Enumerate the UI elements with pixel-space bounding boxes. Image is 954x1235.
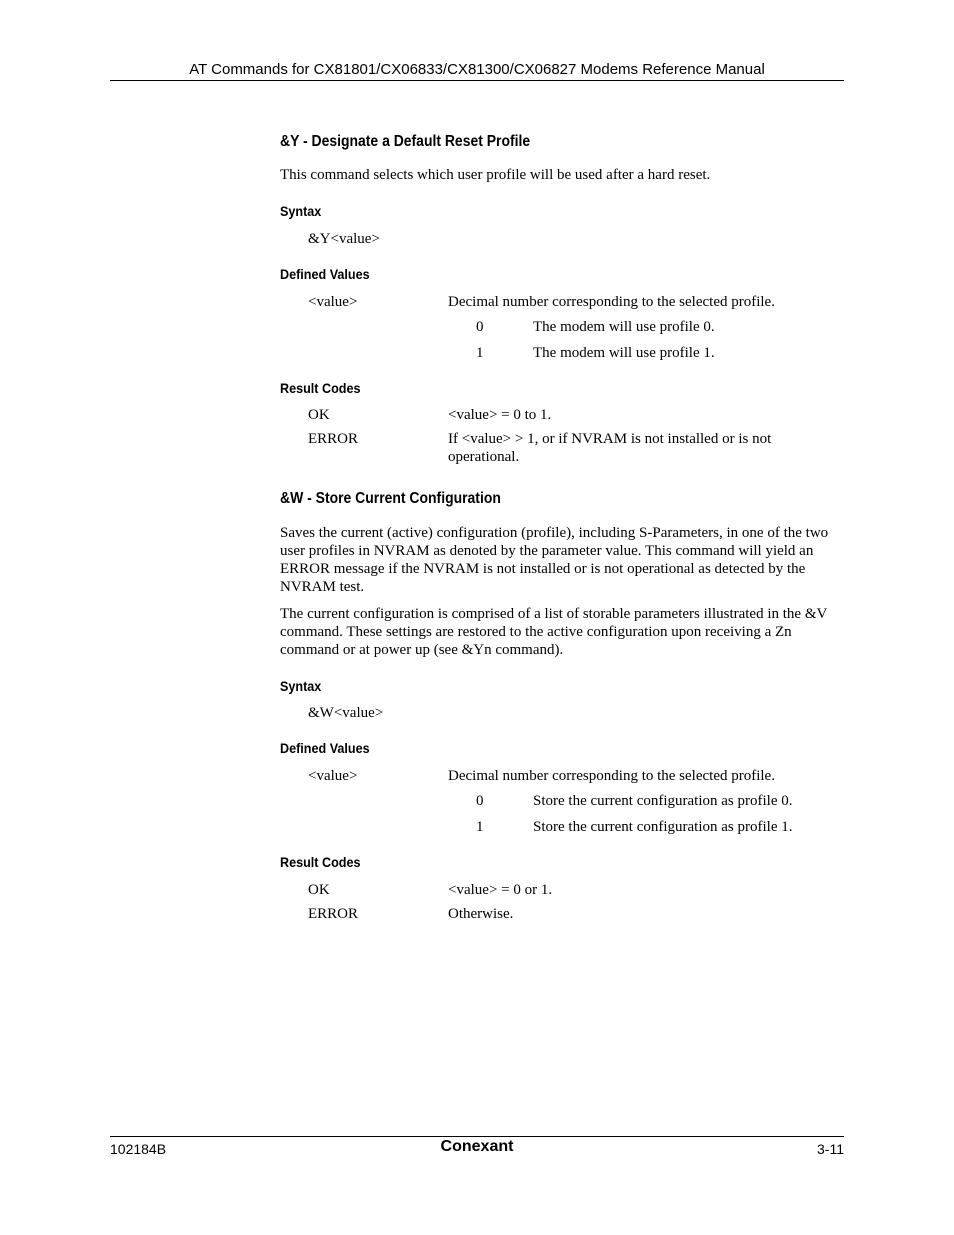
y-option-num: 0 — [476, 319, 484, 335]
y-result-desc: <value> = 0 to 1. — [448, 407, 552, 423]
y-syntax-heading: Syntax — [280, 203, 322, 219]
w-result-codes-heading: Result Codes — [280, 854, 361, 870]
w-syntax-heading: Syntax — [280, 678, 322, 694]
y-section-intro: This command selects which user profile will be used after a hard reset. — [280, 167, 711, 183]
footer-page-number: 3-11 — [817, 1141, 844, 1157]
y-defined-values-heading: Defined Values — [280, 266, 370, 282]
y-value-desc: Decimal number corresponding to the selected profile. — [448, 294, 775, 310]
w-result-desc: Otherwise. — [448, 906, 514, 922]
y-section-title: &Y - Designate a Default Reset Profile — [280, 133, 531, 150]
w-value-term: <value> — [308, 768, 358, 784]
w-syntax: &W<value> — [308, 705, 384, 721]
w-defined-values-heading: Defined Values — [280, 740, 370, 756]
w-result-desc: <value> = 0 or 1. — [448, 882, 553, 898]
footer-doc-number: 102184B — [110, 1141, 167, 1157]
w-section-title: &W - Store Current Configuration — [280, 490, 501, 507]
y-result-codes-heading: Result Codes — [280, 380, 361, 396]
y-option-desc: The modem will use profile 0. — [533, 319, 715, 335]
w-option-num: 1 — [476, 819, 484, 835]
w-result-code: ERROR — [308, 906, 359, 922]
y-result-code: OK — [308, 407, 330, 423]
y-result-code: ERROR — [308, 431, 359, 447]
w-section-para2: The current configuration is comprised of a list of storable parameters illustrated in the &V command. These settings are restored to the active configuration upon receiving a Zn command or at power up (see &Yn command). — [280, 606, 828, 658]
header-divider — [110, 80, 844, 81]
y-result-desc: If <value> > 1, or if NVRAM is not installed or is not operational. — [448, 431, 772, 465]
w-option-num: 0 — [476, 793, 484, 809]
w-section-para1: Saves the current (active) configuration (profile), including S-Parameters, in one of the two user profiles in NVRAM as denoted by the parameter value. This command will yield an ERROR message if the NVRAM is not installed or is not operational as detected by the NVRAM test. — [280, 525, 829, 595]
y-option-num: 1 — [476, 345, 484, 361]
page-header-title: AT Commands for CX81801/CX06833/CX81300/CX06827 Modems Reference Manual — [189, 61, 765, 78]
w-option-desc: Store the current configuration as profile 0. — [533, 793, 793, 809]
w-option-desc: Store the current configuration as profile 1. — [533, 819, 793, 835]
w-value-desc: Decimal number corresponding to the selected profile. — [448, 768, 775, 784]
w-result-code: OK — [308, 882, 330, 898]
y-value-term: <value> — [308, 294, 358, 310]
y-syntax: &Y<value> — [308, 231, 380, 247]
y-option-desc: The modem will use profile 1. — [533, 345, 715, 361]
footer-company: Conexant — [440, 1138, 514, 1155]
